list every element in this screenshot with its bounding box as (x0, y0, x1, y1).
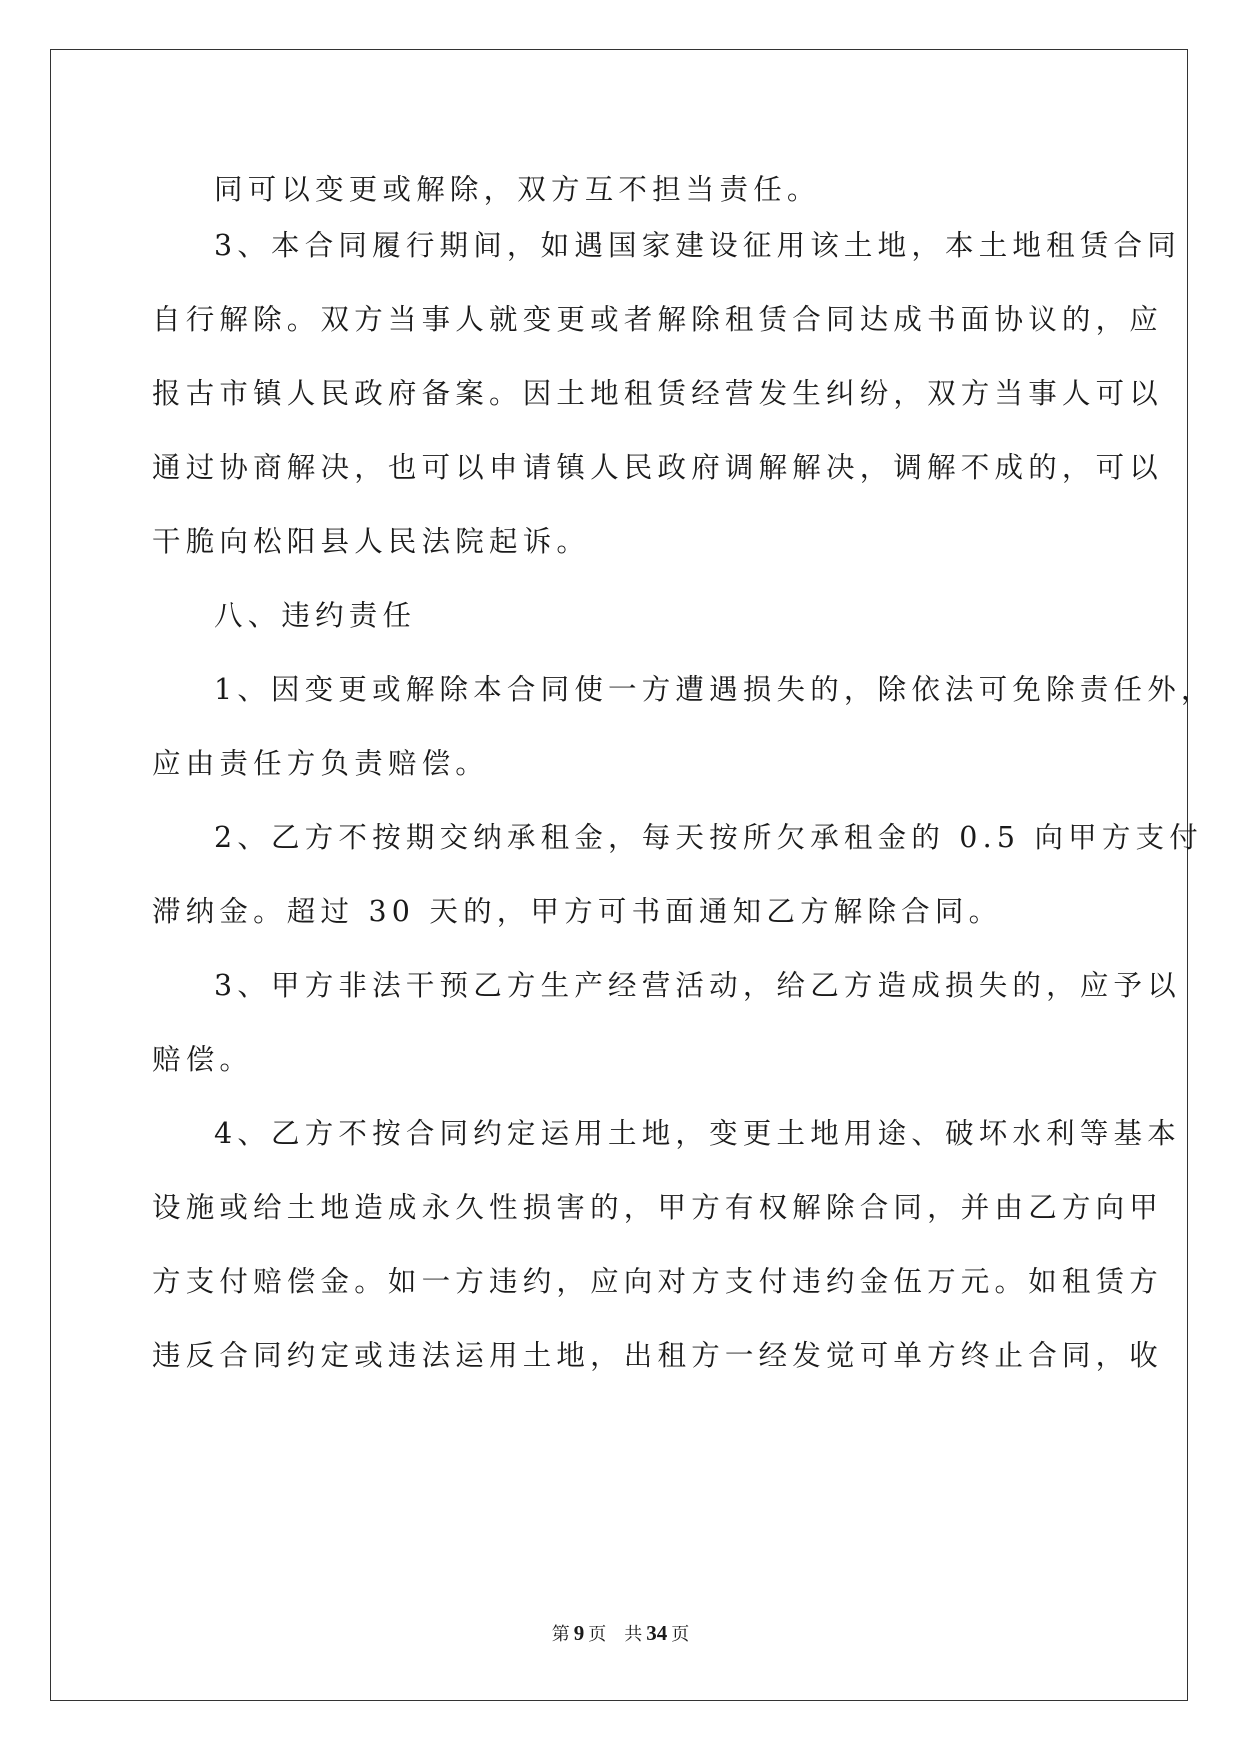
text-line: 自行解除。双方当事人就变更或者解除租赁合同达成书面协议的，应 (152, 303, 1164, 336)
text-line: 应由责任方负责赔偿。 (152, 747, 490, 780)
footer-page-suffix: 页 (588, 1624, 607, 1645)
text-line: 赔偿。 (152, 1043, 254, 1076)
text-line: 设施或给土地造成永久性损害的，甲方有权解除合同，并由乙方向甲 (152, 1191, 1164, 1224)
text-line: 3、甲方非法干预乙方生产经营活动，给乙方造成损失的，应予以 (214, 969, 1181, 1002)
text-line: 干脆向松阳县人民法院起诉。 (152, 525, 591, 558)
page-frame (50, 49, 1188, 1701)
text-line: 同可以变更或解除，双方互不担当责任。 (214, 173, 821, 206)
current-page-number: 9 (573, 1621, 585, 1645)
total-page-count: 34 (646, 1621, 668, 1645)
text-line: 3、本合同履行期间，如遇国家建设征用该土地，本土地租赁合同 (214, 229, 1181, 262)
footer-total-suffix: 页 (671, 1624, 690, 1645)
footer-prefix: 第 (551, 1624, 570, 1645)
text-line: 方支付赔偿金。如一方违约，应向对方支付违约金伍万元。如租赁方 (152, 1265, 1164, 1298)
text-line: 1、因变更或解除本合同使一方遭遇损失的，除依法可免除责任外， (214, 673, 1215, 706)
footer-total-prefix: 共 (624, 1624, 643, 1645)
text-line: 4、乙方不按合同约定运用土地，变更土地用途、破坏水利等基本 (214, 1117, 1181, 1150)
text-line: 报古市镇人民政府备案。因土地租赁经营发生纠纷，双方当事人可以 (152, 377, 1164, 410)
page-footer (0, 1621, 1241, 1647)
text-line: 2、乙方不按期交纳承租金，每天按所欠承租金的 0.5 向甲方支付 (214, 821, 1203, 854)
text-line: 违反合同约定或违法运用土地，出租方一经发觉可单方终止合同，收 (152, 1339, 1164, 1372)
section-heading: 八、违约责任 (214, 599, 417, 632)
text-line: 滞纳金。超过 30 天的，甲方可书面通知乙方解除合同。 (152, 895, 1003, 928)
text-line: 通过协商解决，也可以申请镇人民政府调解解决，调解不成的，可以 (152, 451, 1164, 484)
